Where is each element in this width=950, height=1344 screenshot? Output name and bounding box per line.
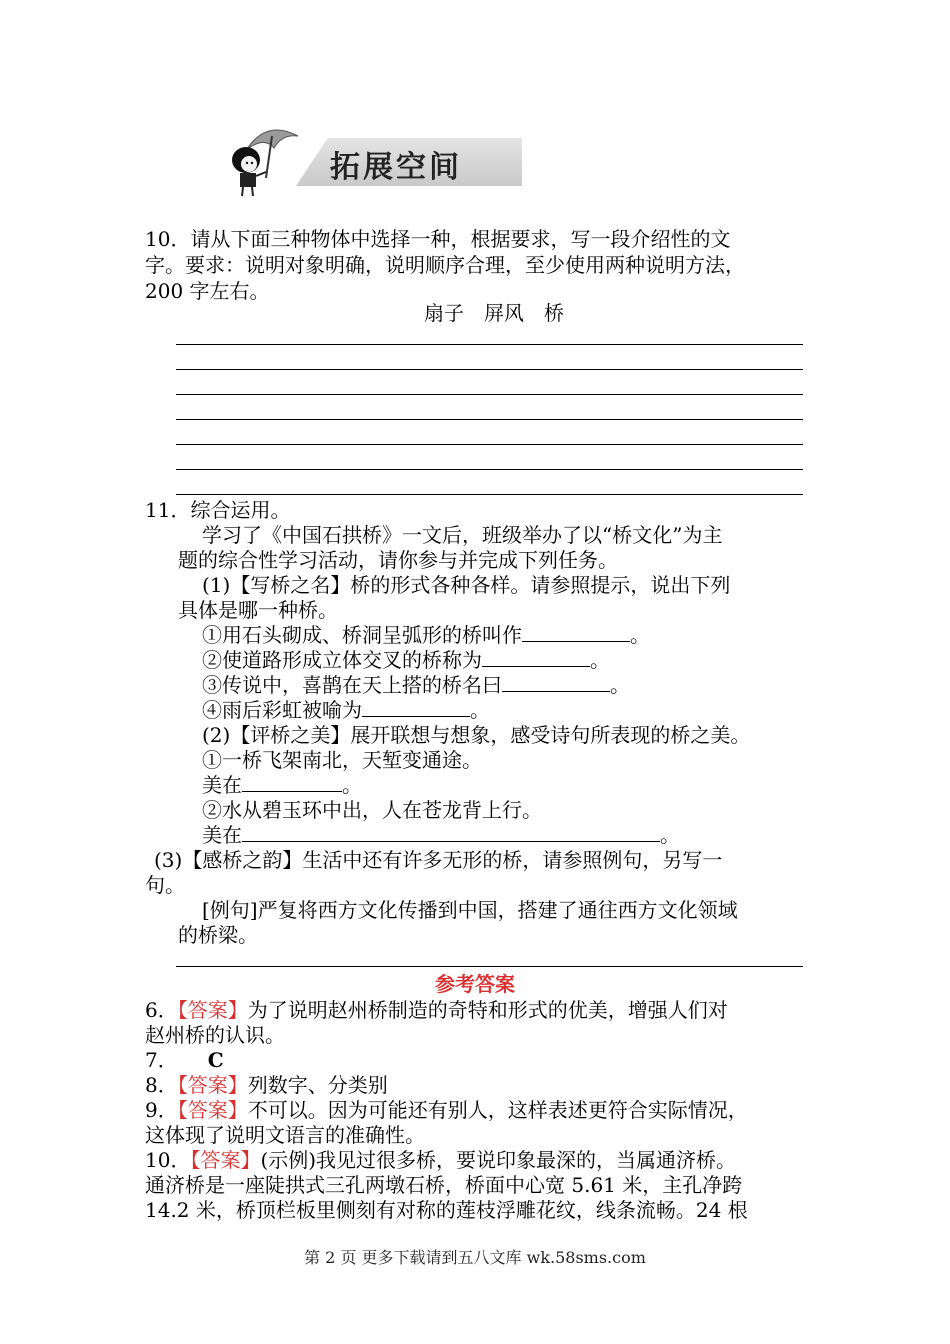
answer-tag: 【答案】 — [177, 1073, 248, 1097]
answer-blank[interactable] — [522, 623, 630, 642]
q11-part1-1: (1)【写桥之名】桥的形式各种各样。请参照提示，说出下列 — [202, 573, 731, 597]
q10-line-3: 200 字左右。 — [145, 279, 270, 303]
q11-part3-1: (3)【感桥之韵】生活中还有许多无形的桥，请参照例句，另写一 — [154, 848, 723, 872]
q10-line-1: 10．请从下面三种物体中选择一种，根据要求，写一段介绍性的文 — [145, 227, 731, 251]
answer-8: 8．【答案】列数字、分类别 — [145, 1073, 388, 1097]
q10-options: 扇子 屏风 桥 — [424, 301, 564, 325]
q11-heading: 11．综合运用。 — [145, 498, 291, 522]
q11-intro-1: 学习了《中国石拱桥》一文后，班级举办了以“桥文化”为主 — [202, 523, 723, 547]
answer-tag: 【答案】 — [177, 1098, 248, 1122]
answer-blank[interactable] — [502, 673, 610, 692]
answer-tag: 【答案】 — [190, 1148, 261, 1172]
q11-poem-1: ①一桥飞架南北，天堑变通途。 — [202, 748, 482, 772]
q11-item-1: ①用石头砌成、桥洞呈弧形的桥叫作 。 — [202, 623, 650, 647]
q11-item-4: ④雨后彩虹被喻为 。 — [202, 698, 490, 722]
answer-blank[interactable] — [362, 698, 470, 717]
writing-line[interactable] — [176, 444, 803, 445]
writing-line[interactable] — [176, 369, 803, 370]
q11-example-2: 的桥梁。 — [178, 923, 258, 947]
q10-line-2: 字。要求：说明对象明确，说明顺序合理，至少使用两种说明方法， — [145, 253, 745, 277]
q11-example-1: [例句]严复将西方文化传播到中国，搭建了通往西方文化领域 — [202, 898, 738, 922]
q11-part2: (2)【评桥之美】展开联想与想象，感受诗句所表现的桥之美。 — [202, 723, 751, 747]
answer-9-cont: 这体现了说明文语言的准确性。 — [145, 1123, 425, 1147]
q11-part1-2: 具体是哪一种桥。 — [178, 598, 338, 622]
item-text: ③传说中，喜鹊在天上搭的桥名曰 — [202, 673, 502, 697]
item-text: ②使道路形成立体交叉的桥称为 — [202, 648, 482, 672]
answer-10-cont-1: 通济桥是一座陡拱式三孔两墩石桥，桥面中心宽 5.61 米，主孔净跨 — [145, 1173, 743, 1197]
umbrella-girl-icon — [222, 120, 302, 198]
writing-line[interactable] — [176, 966, 803, 967]
q11-mei-1: 美在 。 — [202, 773, 362, 797]
writing-line[interactable] — [176, 394, 803, 395]
answer-6: 6．【答案】为了说明赵州桥制造的奇特和形式的优美，增强人们对 — [145, 998, 728, 1022]
answer-10: 10．【答案】(示例)我见过很多桥，要说印象最深的，当属通济桥。 — [145, 1148, 737, 1172]
answer-6-cont: 赵州桥的认识。 — [145, 1023, 285, 1047]
answer-blank[interactable] — [482, 648, 590, 667]
section-title: 拓展空间 — [330, 150, 462, 185]
q11-part3-2: 句。 — [145, 873, 185, 897]
q11-mei-2: 美在 。 — [202, 823, 680, 847]
q11-item-3: ③传说中，喜鹊在天上搭的桥名曰 。 — [202, 673, 630, 697]
answer-10-cont-2: 14.2 米，桥顶栏板里侧刻有对称的莲枝浮雕花纹，线条流畅。24 根 — [145, 1198, 748, 1222]
writing-line[interactable] — [176, 419, 803, 420]
writing-line[interactable] — [176, 344, 803, 345]
q11-item-2: ②使道路形成立体交叉的桥称为 。 — [202, 648, 610, 672]
answer-7: 7． C — [145, 1048, 224, 1072]
answer-blank[interactable] — [242, 823, 660, 842]
writing-line[interactable] — [176, 469, 803, 470]
page-footer: 第 2 页 更多下载请到五八文库 wk.58sms.com — [304, 1248, 646, 1267]
answers-title: 参考答案 — [435, 972, 515, 996]
item-text: ④雨后彩虹被喻为 — [202, 698, 362, 722]
answer-tag: 【答案】 — [177, 998, 248, 1022]
answer-9: 9．【答案】不可以。因为可能还有别人，这样表述更符合实际情况， — [145, 1098, 748, 1122]
writing-line[interactable] — [176, 494, 803, 495]
item-text: ①用石头砌成、桥洞呈弧形的桥叫作 — [202, 623, 522, 647]
q11-intro-2: 题的综合性学习活动，请你参与并完成下列任务。 — [178, 548, 618, 572]
answer-blank[interactable] — [242, 773, 342, 792]
q11-poem-2: ②水从碧玉环中出，人在苍龙背上行。 — [202, 798, 542, 822]
